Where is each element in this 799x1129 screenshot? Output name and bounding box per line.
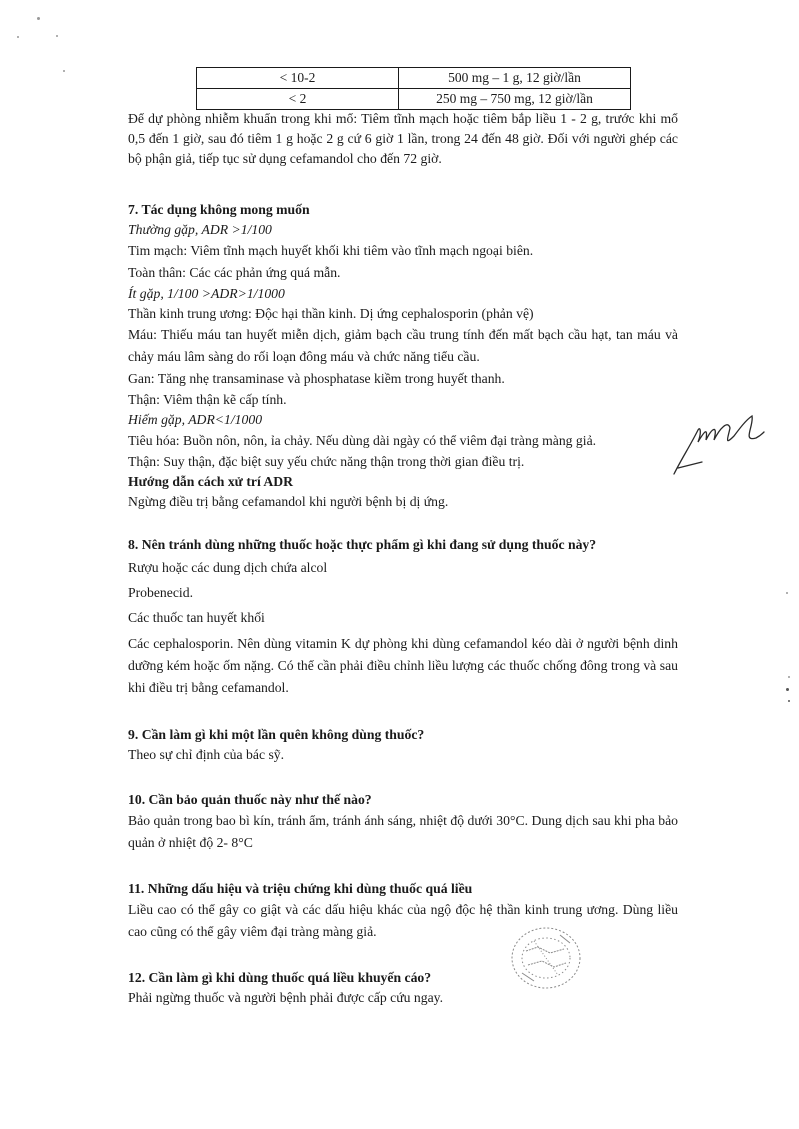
- table-cell: 500 mg – 1 g, 12 giờ/lần: [399, 68, 631, 89]
- paragraph: Gan: Tăng nhẹ transaminase và phosphatase kiềm trong huyết thanh.: [128, 371, 505, 386]
- paragraph: Thần kinh trung ương: Độc hại thần kinh. Dị ứng cephalosporin (phản vệ): [128, 306, 534, 321]
- table-row: [197, 89, 631, 110]
- section-heading: 12. Cần làm gì khi dùng thuốc quá liều khuyến cáo?: [128, 970, 432, 985]
- paragraph: Bảo quản trong bao bì kín, tránh ẩm, tránh ánh sáng, nhiệt độ dưới 30°C. Dung dịch sau khi pha bảo quản ở nhiệt độ 2- 8°C: [128, 813, 678, 850]
- document-body: [128, 109, 678, 1008]
- paragraph: Tim mạch: Viêm tĩnh mạch huyết khối khi tiêm vào tĩnh mạch ngoại biên.: [128, 243, 534, 258]
- scan-speck: [788, 700, 790, 702]
- paragraph: Máu: Thiếu máu tan huyết miễn dịch, giảm bạch cầu trung tính đến mất bạch cầu hạt, tan máu và chảy máu lâm sàng do rối loạn đông máu và chức năng tiểu cầu.: [128, 327, 678, 364]
- frequency-label: Thường gặp, ADR >1/100: [128, 222, 272, 237]
- signature-icon: [668, 406, 768, 478]
- section-heading: 9. Cần làm gì khi một lần quên không dùng thuốc?: [128, 727, 425, 742]
- list-item: Probenecid.: [128, 585, 193, 600]
- subsection-heading: Hướng dẫn cách xử trí ADR: [128, 474, 294, 489]
- list-item: Các cephalosporin. Nên dùng vitamin K dự phòng khi dùng cefamandol kéo dài ở người bệnh dinh dưỡng kém hoặc ốm nặng. Có thể cần phải điều chỉnh liều lượng các thuốc chống đông trong và sau khi điều trị bằng cefamandol.: [128, 636, 678, 695]
- list-item: Các thuốc tan huyết khối: [128, 610, 265, 625]
- paragraph: Thận: Suy thận, đặc biệt suy yếu chức năng thận trong thời gian điều trị.: [128, 454, 525, 469]
- prophylaxis-paragraph: Để dự phòng nhiễm khuẩn trong khi mổ: Tiêm tĩnh mạch hoặc tiêm bắp liều 1 - 2 g, trước khi mổ 0,5 đến 1 giờ, sau đó tiêm 1 g hoặc 2 g cứ 6 giờ 1 lần, trong 24 đến 48 giờ. Đối với người ghép các bộ phận giả, tiếp tục sử dụng cefamandol cho đến 72 giờ.: [128, 111, 678, 166]
- section-heading: 11. Những dấu hiệu và triệu chứng khi dùng thuốc quá liều: [128, 881, 473, 896]
- table-cell: 250 mg – 750 mg, 12 giờ/lần: [399, 89, 631, 110]
- scan-speck: [56, 35, 58, 37]
- dose-table: [196, 67, 631, 110]
- section-heading: 8. Nên tránh dùng những thuốc hoặc thực phẩm gì khi đang sử dụng thuốc này?: [128, 537, 597, 552]
- frequency-label: Ít gặp, 1/100 >ADR>1/1000: [128, 286, 285, 301]
- paragraph: Ngừng điều trị bằng cefamandol khi người bệnh bị dị ứng.: [128, 494, 449, 509]
- frequency-label: Hiếm gặp, ADR<1/1000: [128, 412, 263, 427]
- paragraph: Toàn thân: Các các phản ứng quá mẫn.: [128, 265, 341, 280]
- table-cell: < 2: [197, 89, 399, 110]
- scan-speck: [37, 17, 40, 20]
- paragraph: Liều cao có thể gây co giật và các dấu hiệu khác của ngộ độc hệ thần kinh trung ương. Dùng liều cao cũng có thể gây viêm đại tràng màng giả.: [128, 902, 678, 939]
- stamp-icon: [506, 921, 586, 995]
- paragraph: Thận: Viêm thận kẽ cấp tính.: [128, 392, 287, 407]
- scan-speck: [17, 36, 19, 38]
- section-heading: 7. Tác dụng không mong muốn: [128, 202, 310, 217]
- scan-speck: [786, 688, 789, 691]
- section-heading: 10. Cần bảo quản thuốc này như thế nào?: [128, 792, 372, 807]
- paragraph: Theo sự chỉ định của bác sỹ.: [128, 747, 285, 762]
- table-cell: < 10-2: [197, 68, 399, 89]
- scan-speck: [786, 592, 788, 594]
- scan-speck: [63, 70, 65, 72]
- paragraph: Phải ngừng thuốc và người bệnh phải được cấp cứu ngay.: [128, 990, 444, 1005]
- scan-speck: [788, 676, 790, 678]
- table-row: [197, 68, 631, 89]
- paragraph: Tiêu hóa: Buồn nôn, nôn, ỉa chảy. Nếu dùng dài ngày có thể viêm đại tràng màng giả.: [128, 433, 597, 448]
- list-item: Rượu hoặc các dung dịch chứa alcol: [128, 560, 328, 575]
